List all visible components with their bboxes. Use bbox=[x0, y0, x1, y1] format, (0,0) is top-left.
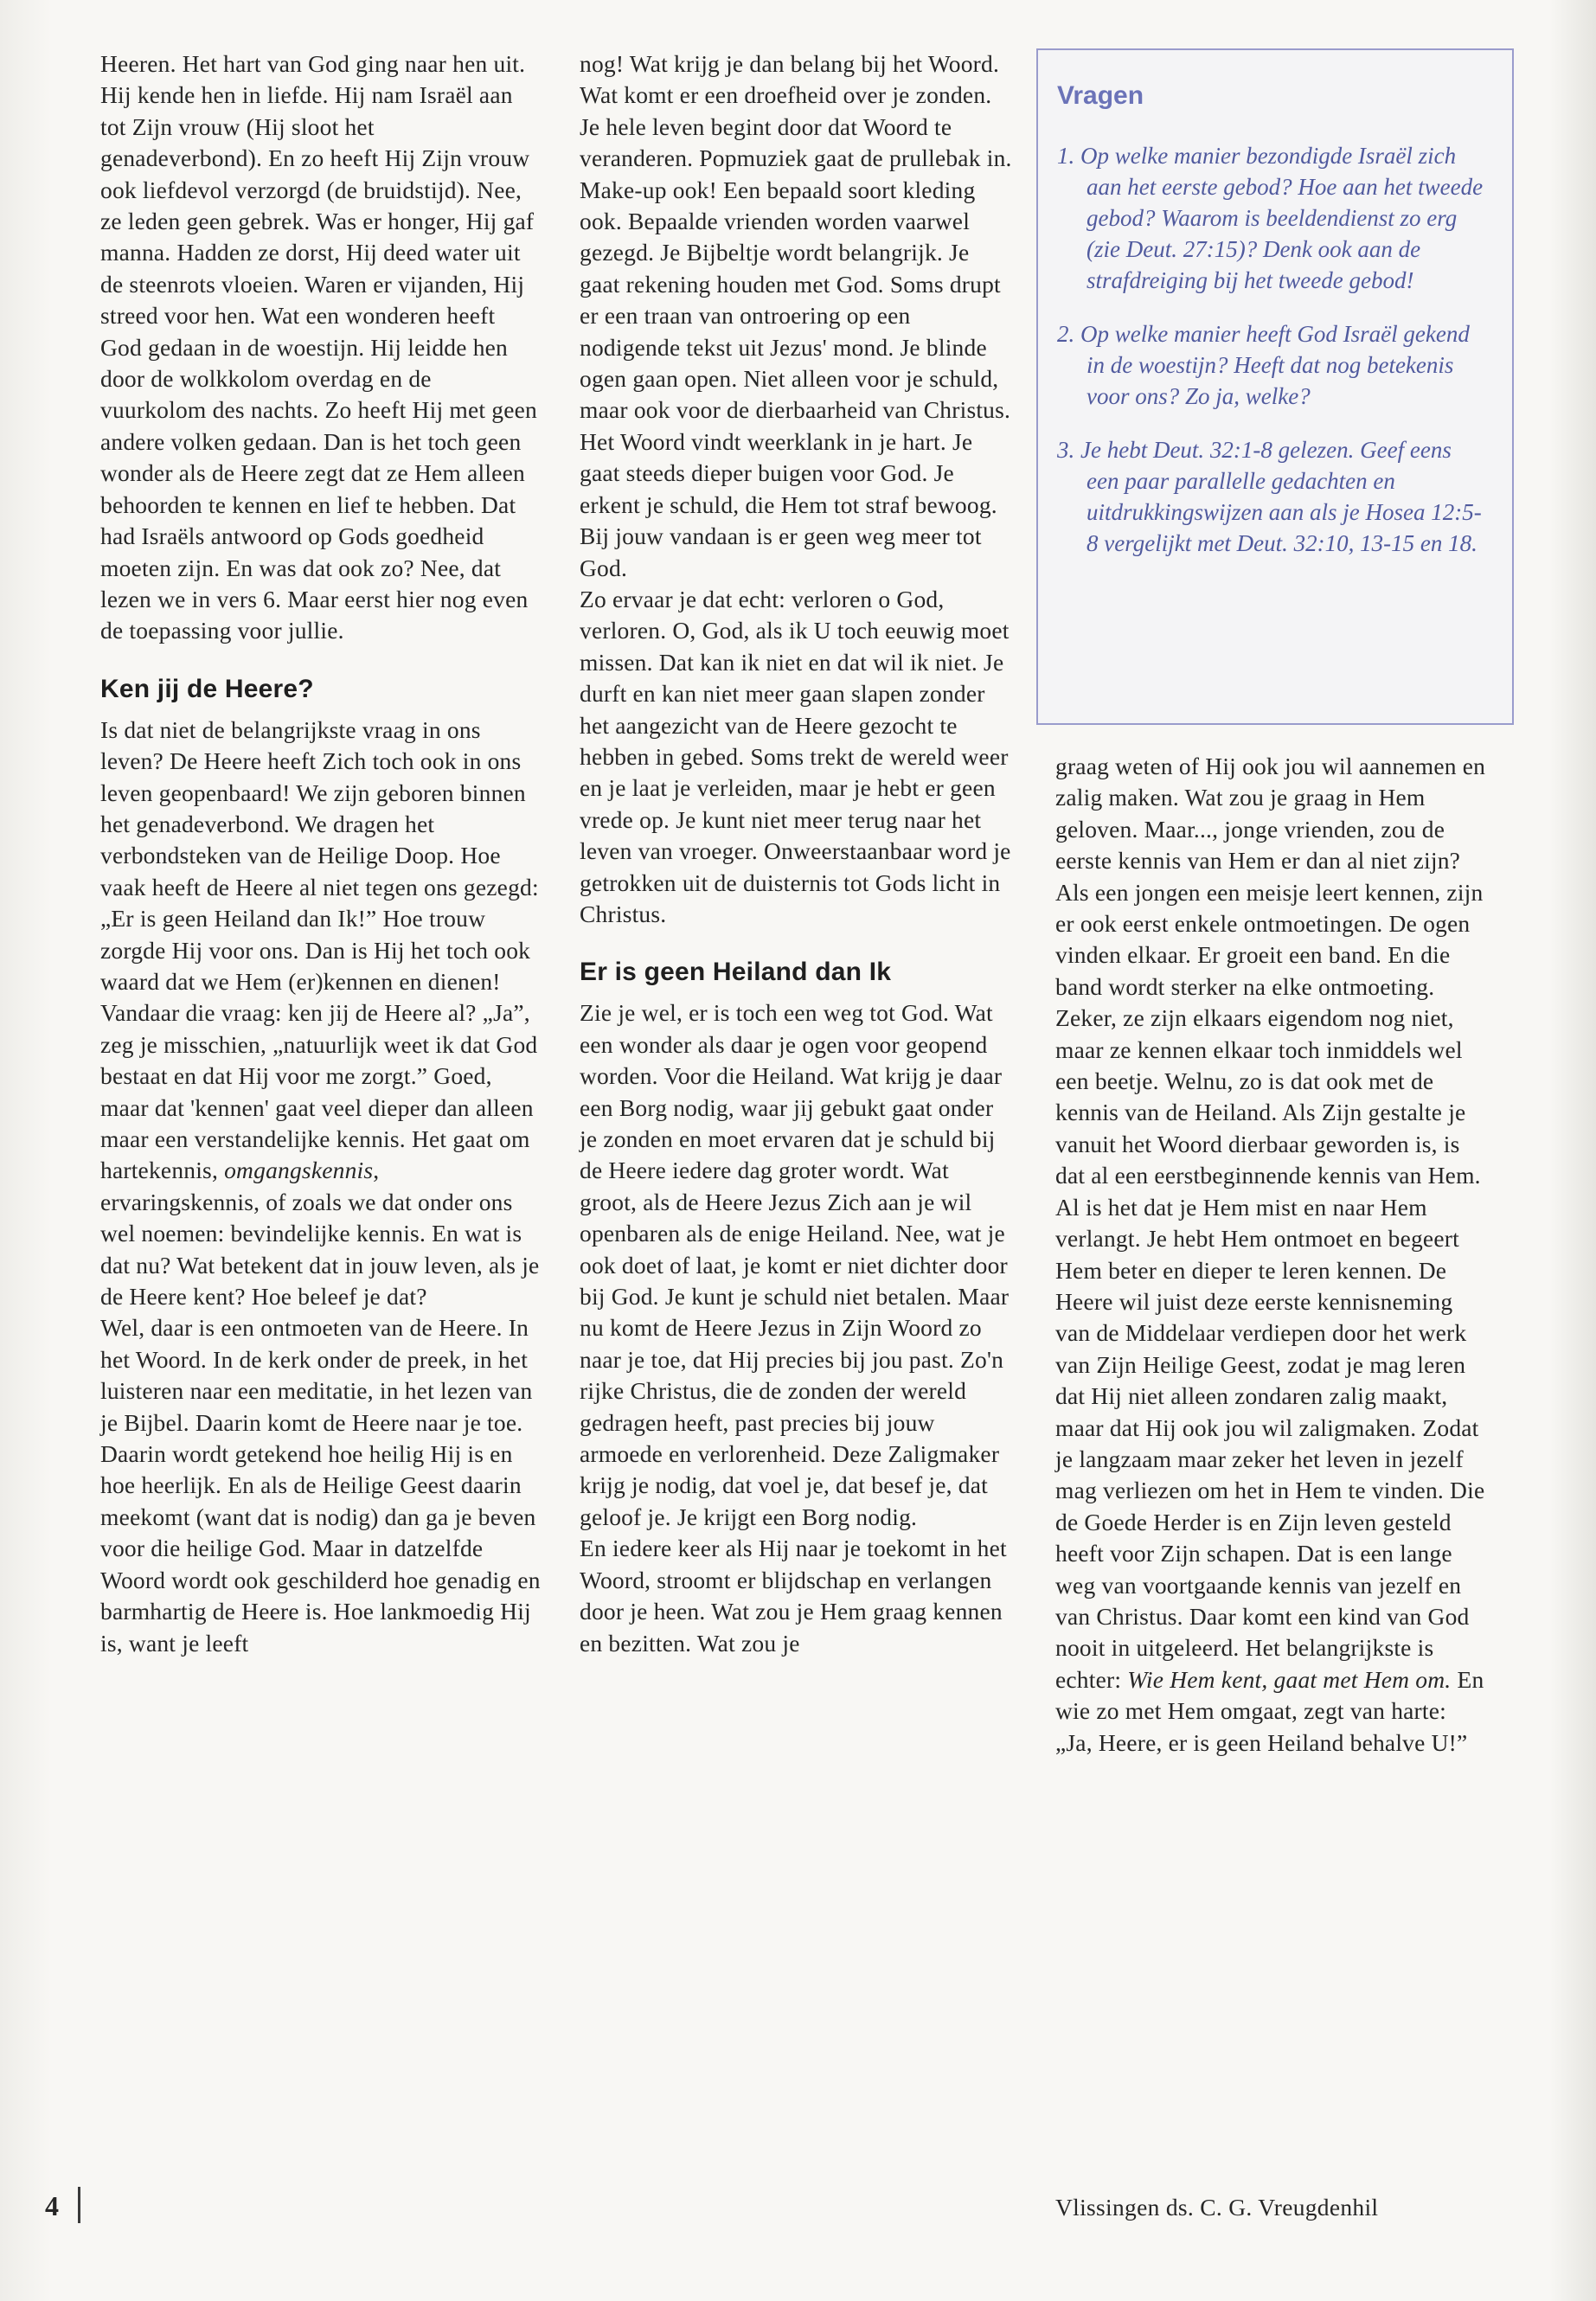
questions-list bbox=[1057, 140, 1490, 581]
paragraph: En iedere keer als Hij naar je toekomt in het Woord, stroomt er blijdschap en verlangen door je heen. Wat zou je Hem graag kennen en bezitten. Wat zou je bbox=[580, 1535, 1007, 1657]
text-column-3 bbox=[1055, 751, 1488, 1759]
emphasis-text: Wie Hem kent, gaat met Hem om. bbox=[1127, 1665, 1452, 1693]
text-run: graag weten of Hij ook jou wil aannemen en zalig maken. Wat zou je graag in Hem geloven. Maar..., jonge vrienden, zou de eerste kennis van Hem er dan al niet zijn? Als een jongen een meisje leert kennen, zijn er ook eerst enkele ontmoetingen. De ogen vinden elkaar. Er groeit een band. En die band wordt sterker na elke ontmoeting. Zeker, ze zijn elkaars eigendom nog niet, maar ze kennen elkaar toch inmiddels wel een beetje. Welnu, zo is dat ook met de kennis van de Heiland. Als Zijn gestalte je vanuit het Woord dierbaar geworden is, is dat al een eerstbeginnende kennis van Hem. Al is het dat je Hem mist en naar Hem verlangt. Je hebt Hem ontmoet en begeert Hem beter en dieper te leren kennen. De Heere wil juist deze eerste kennisneming van de Middelaar verdiepen door het werk van Zijn Heilige Geest, zodat je mag leren dat Hij niet alleen zondaren zalig maakt, maar dat Hij ook jou wil zaligmaken. Zodat je langzaam maar zeker het leven in jezelf mag verliezen om het in Hem te vinden. Die de Goede Herder is en Zijn leven gesteld heeft voor Zijn schapen. Dat is een lange weg van voortgaande kennis van jezelf en van Christus. Daar komt een kind van God nooit in uitgeleerd. Het belangrijkste is echter: bbox=[1055, 753, 1486, 1693]
section-heading: Er is geen Heiland dan Ik bbox=[580, 958, 892, 987]
question-item: 3. Je hebt Deut. 32:1-8 gelezen. Geef eens een paar parallelle gedachten en uitdrukkingswijzen aan als je Hosea 12:5-8 vergelijkt met Deut. 32:10, 13-15 en 18. bbox=[1057, 437, 1482, 556]
paragraph: Wel, daar is een ontmoeten van de Heere. In het Woord. In de kerk onder de preek, in het luisteren naar een meditatie, in het lezen van je Bijbel. Daarin komt de Heere naar je toe. Daarin wordt getekend hoe heilig Hij is en hoe heerlijk. En als de Heilige Geest daarin meekomt (want dat is nodig) dan ga je beven voor die heilige God. Maar in datzelfde Woord wordt ook geschilderd hoe genadig en barmhartig de Heere is. Hoe lankmoedig Hij is, want je leeft bbox=[100, 1314, 541, 1657]
page-number: 4 bbox=[45, 2190, 59, 2221]
paragraph bbox=[1055, 751, 1488, 1759]
question-item: 2. Op welke manier heeft God Israël gekend in de woestijn? Heeft dat nog betekenis voor ons? Zo ja, welke? bbox=[1057, 321, 1470, 409]
questions-box bbox=[1036, 48, 1514, 725]
questions-title: Vragen bbox=[1057, 81, 1144, 110]
paragraph: Zo ervaar je dat echt: verloren o God, verloren. O, God, als ik U toch eeuwig moet missen. Dat kan ik niet en dat wil ik niet. Je durft en kan niet meer gaan slapen zonder het aangezicht van de Heere gezocht te hebben in gebed. Soms trekt de wereld weer en je laat je verleiden, maar je hebt er geen vrede op. Je kunt niet meer terug naar het leven van vroeger. Onweerstaanbaar word je getrokken uit de duisternis tot Gods licht in Christus. bbox=[580, 585, 1011, 927]
paragraph: Heeren. Het hart van God ging naar hen uit. Hij kende hen in liefde. Hij nam Israël aan tot Zijn vrouw (Hij sloot het genadeverbond). En zo heeft Hij Zijn vrouw ook liefdevol verzorgd (de bruidstijd). Nee, ze leden geen gebrek. Was er honger, Hij gaf manna. Hadden ze dorst, Hij deed water uit de steenrots vloeien. Waren er vijanden, Hij streed voor hen. Wat een wonderen heeft God gedaan in de woestijn. Hij leidde hen door de wolkkolom overdag en de vuurkolom des nachts. Zo heeft Hij met geen andere volken gedaan. Dan is het toch geen wonder als de Heere zegt dat ze Hem alleen behoorden te kennen en lief te hebben. Dat had Israëls antwoord op Gods goedheid moeten zijn. En was dat ook zo? Nee, dat lezen we in vers 6. Maar eerst hier nog even de toepassing voor jullie. bbox=[100, 50, 537, 644]
paragraph: Zie je wel, er is toch een weg tot God. Wat een wonder als daar je ogen voor geopend worden. Voor die Heiland. Wat krijg je daar een Borg nodig, waar jij gebukt gaat onder je zonden en moet ervaren dat je schuld bij de Heere iedere dag groter wordt. Wat groot, als de Heere Jezus Zich aan je wil openbaren als de enige Heiland. Nee, wat je ook doet of laat, je komt er niet dichter door bij God. Je kunt je schuld niet betalen. Maar nu komt de Heere Jezus in Zijn Woord zo naar je toe, dat Hij precies bij jou past. Zo'n rijke Christus, die de zonden der wereld gedragen heeft, past precies bij jouw armoede en verlorenheid. Deze Zaligmaker krijg je nodig, dat voel je, dat besef je, dat geloof je. Je krijgt een Borg nodig. bbox=[580, 999, 1010, 1530]
page-number-rule bbox=[78, 2187, 80, 2223]
scan-edge-shadow bbox=[1548, 0, 1596, 2301]
paragraph: nog! Wat krijg je dan belang bij het Woord. Wat komt er een droefheid over je zonden. Je hele leven begint door dat Woord te veranderen. Popmuziek gaat de prullebak in. Make-up ook! Een bepaald soort kleding ook. Bepaalde vrienden worden vaarwel gezegd. Je Bijbeltje wordt belangrijk. Je gaat rekening houden met God. Soms drupt er een traan van ontroering op een nodigende tekst uit Jezus' mond. Je blinde ogen gaan open. Niet alleen voor je schuld, maar ook voor de dierbaarheid van Christus. Het Woord vindt weerklank in je hart. Je gaat steeds dieper buigen voor God. Je erkent je schuld, die Hem tot straf bewoog. Bij jouw vandaan is er geen weg meer tot God. bbox=[580, 50, 1012, 581]
text-column-1 bbox=[100, 48, 542, 1659]
text-column-2 bbox=[580, 48, 1012, 1659]
text-run: En wie zo met Hem omgaat, zegt van harte: „Ja, Heere, er is geen Heiland behalve U!” bbox=[1055, 1665, 1484, 1756]
text-run: Is dat niet de belangrijkste vraag in ons leven? De Heere heeft Zich toch ook in ons leven geopenbaard! We zijn geboren binnen het genadeverbond. We dragen het verbondsteken van de Heilige Doop. Hoe vaak heeft de Heere al niet tegen ons gezegd: „Er is geen Heiland dan Ik!” Hoe trouw zorgde Hij voor ons. Dan is Hij het toch ook waard dat we Hem (er)kennen en dienen! Vandaar die vraag: ken jij de Heere al? „Ja”, zeg je misschien, „natuurlijk weet ik dat God bestaat en dat Hij voor me zorgt.” Goed, maar dat 'kennen' gaat veel dieper dan alleen maar een verstandelijke kennis. Het gaat om hartekennis, bbox=[100, 715, 539, 1184]
section-heading: Ken jij de Heere? bbox=[100, 674, 314, 703]
question-item: 1. Op welke manier bezondigde Israël zich aan het eerste gebod? Hoe aan het tweede gebod? Waarom is beeldendienst zo erg (zie Deut. 27:15)? Denk ook aan de strafdreiging bij het tweede gebod! bbox=[1057, 143, 1484, 293]
emphasis-text: omgangskennis bbox=[224, 1157, 374, 1184]
author-signature: Vlissingen ds. C. G. Vreugdenhil bbox=[1055, 2194, 1379, 2221]
text-run: , ervaringskennis, of zoals we dat onder ons wel noemen: bevindelijke kennis. En wat is dat nu? Wat betekent dat in jouw leven, als je de Heere kent? Hoe beleef je dat? bbox=[100, 1157, 540, 1311]
paragraph bbox=[100, 715, 542, 1313]
